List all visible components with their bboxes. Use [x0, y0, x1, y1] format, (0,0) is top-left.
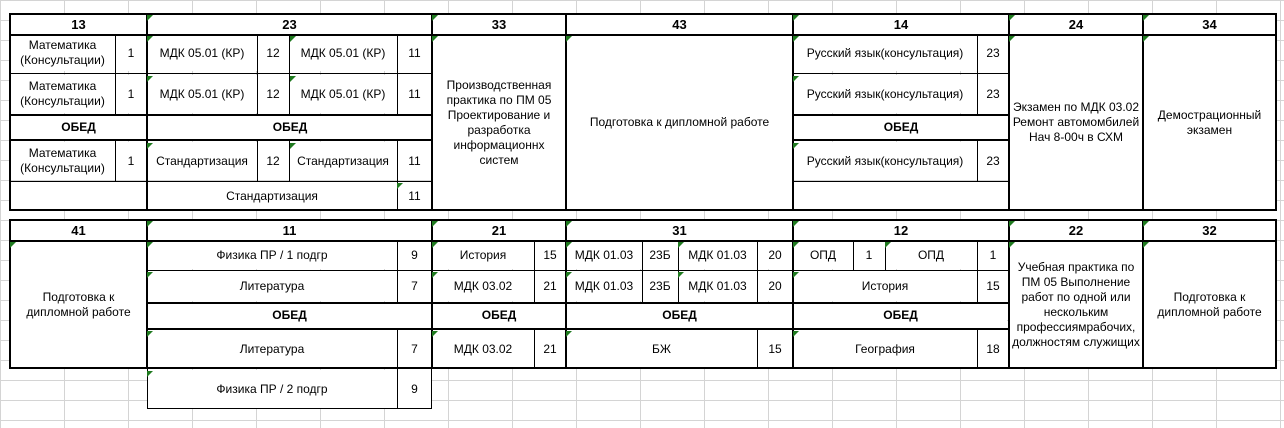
- row-divider: [147, 408, 432, 409]
- lesson-cell[interactable]: Математика (Консультации): [10, 35, 115, 71]
- room-number[interactable]: 9: [397, 370, 432, 408]
- col-divider: [534, 329, 535, 368]
- lesson-cell[interactable]: МДК 01.03: [678, 271, 757, 301]
- lunch-cell[interactable]: ОБЕД: [433, 303, 565, 328]
- comment-indicator-icon: [432, 15, 438, 21]
- group-header[interactable]: 23: [147, 14, 432, 35]
- frame-line: [9, 13, 11, 211]
- comment-indicator-icon: [793, 221, 799, 227]
- room-number[interactable]: 11: [397, 182, 432, 210]
- lunch-cell[interactable]: ОБЕД: [794, 303, 1007, 328]
- lesson-cell[interactable]: Стандартизация: [147, 182, 397, 210]
- lesson-cell[interactable]: БЖ: [566, 330, 757, 368]
- comment-indicator-icon: [566, 36, 572, 42]
- room-number[interactable]: 9: [397, 241, 432, 269]
- room-number[interactable]: 7: [397, 271, 432, 301]
- frame-line: [1275, 13, 1277, 211]
- comment-indicator-icon: [793, 76, 799, 82]
- lunch-border: [147, 328, 1009, 330]
- frame-line: [1008, 13, 1010, 211]
- room-number[interactable]: 1: [977, 241, 1009, 269]
- exam-cell[interactable]: Экзамен по МДК 03.02 Ремонт автомомбилей Нач 8-00ч в СХМ: [1009, 35, 1143, 210]
- comment-indicator-icon: [1143, 36, 1149, 42]
- comment-indicator-icon: [793, 36, 799, 42]
- comment-indicator-icon: [147, 36, 153, 42]
- lunch-cell[interactable]: ОБЕД: [793, 115, 1009, 140]
- lesson-cell[interactable]: ОПД: [793, 241, 853, 269]
- room-number[interactable]: 15: [757, 330, 793, 368]
- lunch-border: [147, 302, 1009, 304]
- room-number[interactable]: 23: [977, 35, 1009, 71]
- frame-line: [10, 209, 1277, 211]
- room-number[interactable]: 21: [534, 271, 566, 301]
- lesson-cell[interactable]: Стандартизация: [289, 142, 397, 180]
- lesson-cell[interactable]: Литература: [147, 271, 397, 301]
- lesson-cell[interactable]: Математика (Консультации): [10, 142, 115, 180]
- comment-indicator-icon: [793, 242, 799, 248]
- room-number[interactable]: 20: [757, 241, 793, 269]
- lesson-cell[interactable]: Русский язык(консультация): [793, 75, 977, 113]
- col-divider: [977, 35, 978, 115]
- comment-indicator-icon: [1009, 36, 1015, 42]
- comment-indicator-icon: [566, 242, 572, 248]
- frame-line: [10, 240, 1277, 242]
- room-number[interactable]: 15: [534, 241, 566, 269]
- diploma-prep-cell[interactable]: Подготовка к дипломной работе: [10, 241, 147, 368]
- col-divider: [397, 35, 398, 115]
- col-divider: [257, 35, 258, 115]
- lesson-cell[interactable]: Литература: [147, 330, 397, 368]
- comment-indicator-icon: [1009, 15, 1015, 21]
- lunch-cell[interactable]: ОБЕД: [567, 303, 792, 328]
- col-divider: [757, 329, 758, 368]
- empty-cell[interactable]: [10, 182, 147, 210]
- group-header[interactable]: 41: [10, 220, 147, 241]
- lesson-cell[interactable]: Физика ПР / 1 подгр: [147, 241, 397, 269]
- lesson-cell[interactable]: Математика (Консультации): [10, 75, 115, 113]
- room-number[interactable]: 12: [257, 75, 289, 113]
- lesson-cell[interactable]: МДК 05.01 (КР): [289, 75, 397, 113]
- room-number[interactable]: 11: [397, 142, 432, 180]
- frame-line: [146, 13, 148, 211]
- group-header[interactable]: 34: [1143, 14, 1276, 35]
- comment-indicator-icon: [147, 242, 153, 248]
- comment-indicator-icon: [566, 331, 572, 337]
- lunch-border: [10, 139, 432, 141]
- room-number[interactable]: 1: [115, 142, 147, 180]
- room-number[interactable]: 18: [977, 330, 1009, 368]
- group-header[interactable]: 31: [566, 220, 793, 241]
- frame-line: [1142, 13, 1144, 211]
- lunch-cell[interactable]: ОБЕД: [148, 303, 431, 328]
- lunch-cell[interactable]: ОБЕД: [10, 115, 147, 140]
- col-divider: [115, 35, 116, 115]
- frame-line: [792, 13, 794, 211]
- comment-indicator-icon: [566, 221, 572, 227]
- comment-indicator-icon: [147, 76, 153, 82]
- col-divider: [534, 241, 535, 302]
- lesson-cell[interactable]: История: [793, 271, 977, 301]
- frame-line: [10, 367, 1277, 369]
- comment-indicator-icon: [147, 371, 153, 377]
- row-divider: [147, 270, 1009, 271]
- room-number[interactable]: 20: [757, 271, 793, 301]
- group-header[interactable]: 33: [432, 14, 566, 35]
- group-header[interactable]: 32: [1143, 220, 1276, 241]
- frame-line: [10, 34, 1277, 36]
- lesson-cell[interactable]: Русский язык(консультация): [793, 35, 977, 71]
- row-divider: [10, 181, 432, 182]
- room-number[interactable]: 7: [397, 330, 432, 368]
- diploma-prep-cell[interactable]: Подготовка к дипломной работе: [1143, 241, 1276, 368]
- room-number[interactable]: 1: [115, 75, 147, 113]
- comment-indicator-icon: [793, 143, 799, 149]
- comment-indicator-icon: [432, 272, 438, 278]
- comment-indicator-icon: [147, 272, 153, 278]
- lesson-cell[interactable]: ОПД: [885, 241, 977, 269]
- room-number[interactable]: 23: [977, 75, 1009, 113]
- comment-indicator-icon: [432, 331, 438, 337]
- frame-line: [1275, 219, 1277, 369]
- col-divider: [431, 368, 432, 409]
- lunch-cell[interactable]: ОБЕД: [148, 115, 432, 140]
- room-number[interactable]: 23Б: [642, 271, 678, 301]
- comment-indicator-icon: [432, 242, 438, 248]
- col-divider: [977, 141, 978, 181]
- comment-indicator-icon: [10, 242, 16, 248]
- lesson-cell[interactable]: МДК 03.02: [432, 330, 534, 368]
- group-header[interactable]: 24: [1009, 14, 1143, 35]
- comment-indicator-icon: [1143, 15, 1149, 21]
- diploma-prep-cell[interactable]: Подготовка к дипломной работе: [566, 35, 793, 210]
- col-divider: [977, 241, 978, 302]
- lunch-border: [793, 114, 1009, 116]
- comment-indicator-icon: [793, 331, 799, 337]
- col-divider: [853, 241, 854, 270]
- group-header[interactable]: 12: [793, 220, 1009, 241]
- lesson-cell[interactable]: История: [432, 241, 534, 269]
- comment-indicator-icon: [885, 242, 891, 248]
- col-divider: [642, 241, 643, 302]
- comment-indicator-icon: [432, 221, 438, 227]
- lesson-cell[interactable]: МДК 01.03: [678, 241, 757, 269]
- empty-cell[interactable]: [793, 182, 1009, 210]
- frame-line: [431, 13, 433, 211]
- group-header[interactable]: 43: [566, 14, 793, 35]
- comment-indicator-icon: [1009, 221, 1015, 227]
- room-number[interactable]: 15: [977, 271, 1009, 301]
- comment-indicator-icon: [147, 221, 153, 227]
- comment-indicator-icon: [290, 76, 296, 82]
- row-divider: [10, 73, 432, 74]
- practice-cell[interactable]: Учебная практика по ПМ 05 Выполнение работ по одной или нескольким професcиямрабочих, должностям служищих: [1009, 241, 1143, 368]
- comment-indicator-icon: [147, 331, 153, 337]
- comment-indicator-icon: [290, 36, 296, 42]
- frame-line: [565, 13, 567, 211]
- col-divider: [397, 329, 398, 409]
- demo-exam-cell[interactable]: Демострационный экзамен: [1143, 35, 1276, 210]
- lesson-cell[interactable]: Русский язык(консультация): [793, 142, 977, 180]
- col-divider: [289, 35, 290, 115]
- room-number[interactable]: 11: [397, 75, 432, 113]
- group-header[interactable]: 21: [432, 220, 566, 241]
- comment-indicator-icon: [678, 272, 684, 278]
- lunch-border: [793, 139, 1009, 141]
- col-divider: [115, 141, 116, 181]
- lesson-cell[interactable]: МДК 05.01 (КР): [289, 35, 397, 71]
- group-header[interactable]: 14: [793, 14, 1009, 35]
- lunch-border: [10, 114, 432, 116]
- comment-indicator-icon: [1009, 242, 1015, 248]
- practice-cell[interactable]: Производственная практика по ПМ 05 Проектирование и разработка информационнх систем: [432, 35, 566, 210]
- lesson-cell[interactable]: МДК 01.03: [566, 271, 642, 301]
- room-number[interactable]: 11: [397, 35, 432, 71]
- group-header[interactable]: 11: [147, 220, 432, 241]
- lesson-cell[interactable]: МДК 05.01 (КР): [147, 35, 257, 71]
- comment-indicator-icon: [147, 15, 153, 21]
- room-number[interactable]: 1: [115, 35, 147, 71]
- comment-indicator-icon: [566, 272, 572, 278]
- row-divider: [793, 181, 1009, 182]
- lesson-cell[interactable]: МДК 05.01 (КР): [147, 75, 257, 113]
- comment-indicator-icon: [793, 272, 799, 278]
- room-number[interactable]: 21: [534, 330, 566, 368]
- group-header[interactable]: 22: [1009, 220, 1143, 241]
- comment-indicator-icon: [432, 36, 438, 42]
- lesson-cell[interactable]: Физика ПР / 2 подгр: [147, 370, 397, 408]
- col-divider: [397, 141, 398, 210]
- lesson-cell[interactable]: МДК 03.02: [432, 271, 534, 301]
- col-divider: [977, 329, 978, 368]
- lesson-cell[interactable]: МДК 01.03: [566, 241, 642, 269]
- col-divider: [757, 241, 758, 302]
- comment-indicator-icon: [1143, 242, 1149, 248]
- comment-indicator-icon: [290, 143, 296, 149]
- room-number[interactable]: 23Б: [642, 241, 678, 269]
- comment-indicator-icon: [1143, 221, 1149, 227]
- frame-line: [10, 219, 1277, 221]
- lesson-cell[interactable]: География: [793, 330, 977, 368]
- comment-indicator-icon: [397, 183, 403, 189]
- room-number[interactable]: 12: [257, 35, 289, 71]
- col-divider: [397, 241, 398, 302]
- frame-line: [10, 13, 1277, 15]
- group-header[interactable]: 13: [10, 14, 147, 35]
- col-divider: [257, 141, 258, 181]
- comment-indicator-icon: [678, 242, 684, 248]
- lesson-cell[interactable]: Стандартизация: [147, 142, 257, 180]
- room-number[interactable]: 1: [853, 241, 885, 269]
- room-number[interactable]: 12: [257, 142, 289, 180]
- comment-indicator-icon: [147, 143, 153, 149]
- comment-indicator-icon: [793, 15, 799, 21]
- room-number[interactable]: 23: [977, 142, 1009, 180]
